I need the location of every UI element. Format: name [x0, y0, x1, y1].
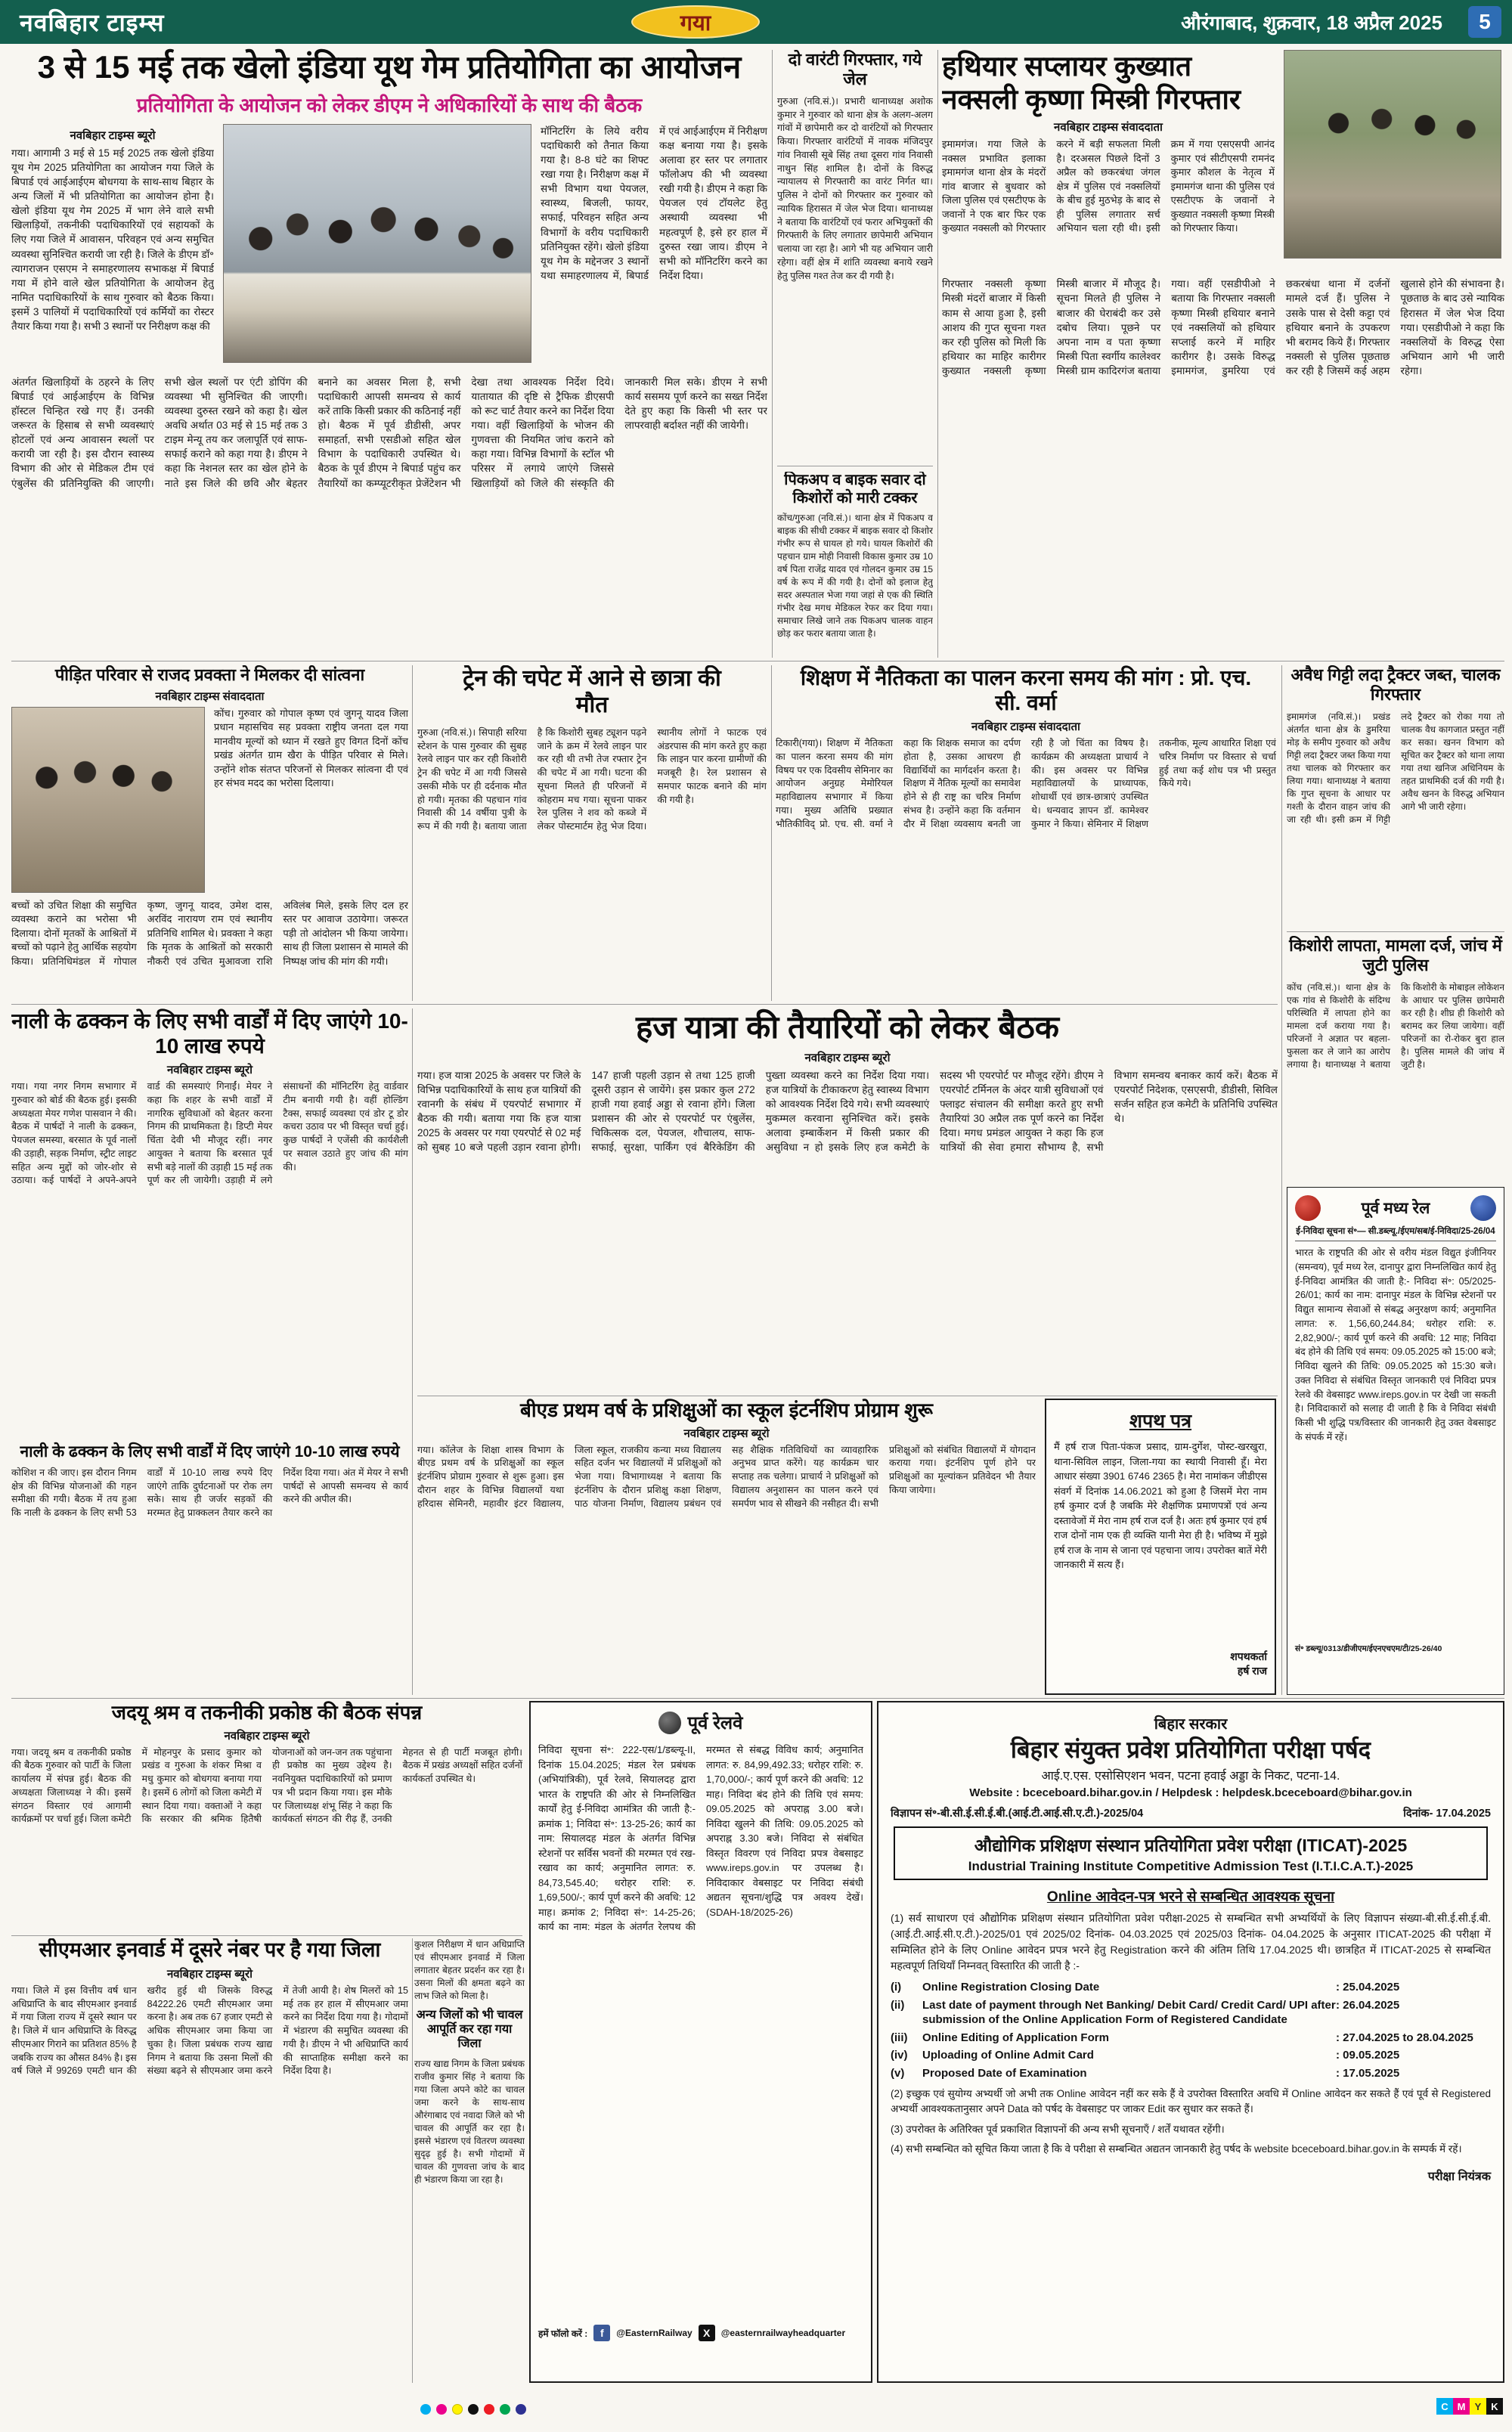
body-text: बच्चों को उचित शिक्षा की समुचित व्यवस्था कराने का भरोसा भी दिलाया। दोनों मृतकों के आश्रितों में बच्चों को पढ़ाने हेतु आर्थिक सहयोग किया। प्रतिनिधिमंडल में गोपाल कृष्ण, जुगनू यादव, उमेश दास, अरविंद नारायण राम एवं स्थानीय प्रतिनिधि शामिल थे। प्रवक्ता ने कहा कि मृतक के आश्रितों को सरकारी नौकरी एवं उचित मुआवजा राशि अविलंब मिले, इसके लिए दल हर स्तर पर आवाज उठायेगा। जरूरत पड़ी तो आंदोलन भी किया जायेगा। साथ ही जिला प्रशासन से मामले की निष्पक्ष जांच की मांग की गयी। — [11, 899, 408, 967]
eastern-header — [538, 1710, 863, 1735]
divider — [937, 50, 938, 658]
inner-subheadline: अन्य जिलों को भी चावल आपूर्ति कर रहा गया जिला — [416, 2009, 523, 2050]
article-kishori-missing — [1287, 936, 1504, 1181]
follow-label: हमें फॉलो करें : — [538, 2328, 588, 2339]
facebook-handle: @EasternRailway — [616, 2328, 692, 2338]
blue-dot — [516, 2404, 526, 2415]
row-number: (i) — [891, 1981, 902, 1994]
ecr-header — [1295, 1195, 1496, 1221]
advertisement-number: विज्ञापन सं॰-बी.सी.ई.सी.ई.बी.(आई.टी.आई.सी.ए.टी.)-2025/04 — [891, 1808, 1144, 1820]
byline: नवबिहार टाइम्स ब्यूरो — [166, 1064, 253, 1077]
row-number: (v) — [891, 2066, 905, 2080]
byline: नवबिहार टाइम्स ब्यूरो — [166, 1967, 253, 1981]
body-text: गया। गया नगर निगम सभागार में गुरुवार को बोर्ड की बैठक हुई। इसकी अध्यक्षता मेयर गणेश पासवान ने की। बैठक में पार्षदों ने नाली के ढक्कन, पेयजल समस्या, बरसात के पूर्व नालों की उड़ाही, सड़क निर्माण, स्ट्रीट लाइट सहित अन्य मुद्दों को जोर-शोर से उठाया। कई पार्षदों ने अपने-अपने वार्ड की समस्याएं गिनाईं। मेयर ने कहा कि शहर के सभी वार्डों में नागरिक सुविधाओं को बेहतर करना निगम की प्राथमिकता है। डिप्टी मेयर चिंता देवी भी मौजूद रहीं। नगर आयुक्त ने बताया कि बरसात पूर्व सभी बड़े नालों की उड़ाही 15 मई तक पूर्ण कर ली जायेगी। उड़ाही में लगे संसाधनों की मॉनिटरिंग हेतु वार्डवार टीम बनायी गयी है। वहीं होल्डिंग टैक्स, सफाई व्यवस्था एवं डोर टू डोर कचरा उठाव पर भी विस्तृत चर्चा हुई। कुछ पार्षदों ने एजेंसी की कार्यशैली पर सवाल उठाते हुए जांच की मांग की। — [11, 1081, 408, 1186]
body-text: कुशल निरीक्षण में धान अधिप्राप्ति एवं सीएमआर इनवार्ड में जिला लगातार बेहतर प्रदर्शन कर रहा है। उसना मिलों की क्षमता बढ़ने का लाभ जिले को मिला है। — [414, 1939, 525, 2002]
tender-ref: ई-निविदा सूचना सं॰— सी.डब्ल्यू./ईएम/सब/ई-निविदा/25-26/04 — [1295, 1225, 1496, 1241]
body-text: मॉनिटरिंग के लिये वरीय पदाधिकारी को तैनात किया गया है। 8-8 घंटे का शिफ्ट रखा गया है। निरीक्षण कक्ष में सभी विभाग यथा पेयजल, स्वास्थ्य, बिजली, फायर, सफाई, परिवहन सहित अन्य विभागों के वरीय पदाधिकारी प्रतिनियुक्त रहेंगे। खेलो इंडिया यूथ गेम के मद्देनजर 3 स्थानों यथा समाहरणालय में, बिपार्ड में एवं आईआईएम में निरीक्षण कक्ष बनाया गया है। इसके अलावा हर स्तर पर लगातार फॉलोअप की भी व्यवस्था रखी गयी है। डीएम ने कहा कि पेयजल एवं टॉयलेट हेतु अस्थायी व्यवस्था भी महत्वपूर्ण है, इसे हर हाल में दुरुस्त रखा जाय। डीएम ने सभी को मॉनिटरिंग करने का निर्देश दिया। — [541, 125, 767, 282]
government-label: बिहार सरकार — [1154, 1716, 1228, 1733]
eastern-railway-tender-box — [529, 1701, 872, 2383]
facebook-icon: f — [593, 2325, 610, 2341]
divider — [412, 1938, 413, 2383]
black-square: K — [1486, 2398, 1503, 2415]
notice-intro: (1) सर्व साधारण एवं औद्योगिक प्रशिक्षण संस्थान प्रतियोगिता प्रवेश परीक्षा-2025 से सम्बन्धित सभी अभ्यर्थियों के लिए विज्ञापन संख्या-बी.सी.ई.सी.ई.बी.(आई.टी.आई.सी.ए.टी.)-2025/01 एवं 2025/02 दिनांक- 04.03.2025 एवं 2025/03 दिनांक- 04.04.2025 के अनुसार ITICAT-2025 की परीक्षा में सम्मिलित होने के लिए Online आवेदन प्रपत्र भरने हेतु Registration करने की अंतिम तिथि 17.04.2025 थी। छात्रहित में ITICAT-2025 से सम्बन्धित महत्वपूर्ण तिथियाँ निम्नवत् विस्तारित की जाती है :- — [891, 1912, 1491, 1972]
byline: नवबिहार टाइम्स ब्यूरो — [683, 1427, 770, 1440]
notice-body: मैं हर्ष राज पिता-पंकज प्रसाद, ग्राम-दुर्गेश, पोस्ट-खरखुरा, थाना-सिविल लाइन, जिला-गया का स्थायी निवासी हूँ। मेरा आधार संख्या 3901 6746 2365 है। मेरा नामांकन जीडीएस संवर्ग में दिनांक 14.06.2021 को हुआ है जिसमें मेरा नाम हर्ष कुमार दर्ज है जबकि मेरे शैक्षणिक प्रमाणपत्रों एवं अन्य दस्तावेजों में मेरा नाम हर्ष राज दर्ज है। अतः हर्ष कुमार एवं हर्ष राज दोनों नाम एक ही व्यक्ति यानी मेरा ही है। भविष्य में मुझे हर्ष राज के नाम से जाना एवं पहचाना जाय। उपरोक्त बातें मेरी जानकारी में सत्य हैं। — [1054, 1441, 1267, 1570]
instagram-handle: @easternrailwayheadquarter — [720, 2328, 846, 2338]
body-text: कोंच (नवि.सं.)। थाना क्षेत्र के एक गांव से किशोरी के संदिग्ध परिस्थिति में लापता होने का मामला दर्ज कराया गया है। परिजनों ने अज्ञात पर बहला-फुसला कर ले जाने का आरोप लगाया है। थानाध्यक्ष ने बताया कि किशोरी के मोबाइल लोकेशन के आधार पर पुलिस छापेमारी कर रही है। शीघ्र ही किशोरी को बरामद कर लिया जायेगा। वहीं परिजनों का रो-रोकर बुरा हाल है। पुलिस मामले की जांच में जुटी है। — [1287, 981, 1504, 1070]
green-dot — [500, 2404, 510, 2415]
article-khelo-india — [11, 48, 767, 659]
headline: शिक्षण में नैतिकता का पालन करना समय की मांग : प्रो. एच. सी. वर्मा — [800, 666, 1252, 715]
subheadline: प्रतियोगिता के आयोजन को लेकर डीएम ने अधिकारियों के साथ की बैठक — [136, 93, 643, 116]
headline: दो वारंटी गिरफ्तार, गये जेल — [788, 50, 922, 88]
magenta-square: M — [1453, 2398, 1470, 2415]
divider — [11, 1698, 1504, 1699]
article-top-row — [942, 50, 1504, 268]
arrest-photo — [1284, 50, 1501, 259]
article-top-row — [11, 124, 767, 367]
cmyk-block — [1436, 2398, 1503, 2415]
body-text: गिरफ्तार नक्सली कृष्णा मिस्त्री मंदरों बाजार में किसी काम से आया हुआ है, इसी आशय की गुप्त सूचना गश्त कर रही पुलिस को मिली कि हथियार का माहिर कारीगर कुख्यात नक्सली कृष्णा मिस्त्री बाजार में मौजूद है। सूचना मिलते ही पुलिस ने बाजार की घेराबंदी कर उसे दबोच लिया। पूछने पर अपना नाम व पता कृष्णा मिस्त्री पिता स्वर्गीय कालेश्वर मिस्त्री ग्राम कादिरगंज बताया गया। वहीं एसडीपीओ ने बताया कि गिरफ्तार नक्सली कृष्णा मिस्त्री हथियार बनाने एवं नक्सलियों को हथियार सप्लाई करने में माहिर कारीगर है। उसके विरुद्ध इमामगंज, डुमरिया एवं छकरबंधा थाना में दर्जनों मामले दर्ज हैं। पुलिस ने उसके पास से देसी कट्टा एवं हथियार बनाने के उपकरण भी बरामद किये हैं। गिरफ्तार नक्सली से पुलिस पूछताछ कर रही है जिसमें कई अहम खुलासे होने की संभावना है। पूछताछ के बाद उसे न्यायिक हिरासत में जेल भेज दिया गया। एसडीपीओ ने कहा कि नक्सलियों के विरुद्ध ऐसा अभियान आगे भी जारी रहेगा। — [942, 278, 1504, 377]
article-top-row — [11, 707, 408, 893]
table-row — [891, 1980, 1491, 1995]
byline: नवबिहार टाइम्स संवाददाता — [971, 720, 1080, 734]
railway-logo-icon — [1295, 1195, 1321, 1221]
notice-note: (3) उपरोक्त के अतिरिक्त पूर्व प्रकाशित विज्ञापनों की अन्य सभी सूचनाएँ / शर्तें यथावत रहेंगी। — [891, 2123, 1225, 2135]
body-text: गया। जदयू श्रम व तकनीकी प्रकोष्ठ की बैठक गुरुवार को पार्टी के जिला कार्यालय में संपन्न हुई। बैठक की अध्यक्षता जिलाध्यक्ष ने की। इसमें संगठन विस्तार एवं आगामी कार्यक्रमों पर चर्चा हुई। जिला कमेटी में मोहनपुर के प्रसाद कुमार को प्रखंड व गुरुआ के शंकर मिश्रा व मधु कुमार को बोधगया बनाया गया है। इसमें 6 लोगों को जिला कमेटी में स्थान दिया गया। वक्ताओं ने कहा कि सरकार की श्रमिक हितैषी योजनाओं को जन-जन तक पहुंचाना ही प्रकोष्ठ का मुख्य उद्देश्य है। नवनियुक्त पदाधिकारियों को प्रमाण पत्र भी प्रदान किया गया। इस मौके पर जिलाध्यक्ष शंभू सिंह ने कहा कि कार्यकर्ता संगठन की रीढ़ हैं, उनकी मेहनत से ही पार्टी मजबूत होगी। बैठक में प्रखंड अध्यक्षों सहित दर्जनों कार्यकर्ता उपस्थित थे। — [11, 1746, 522, 1825]
row-date: : 26.04.2025 — [1336, 1998, 1400, 2012]
body-text: गया। आगामी 3 मई से 15 मई 2025 तक खेलो इंडिया यूथ गेम 2025 प्रतियोगिता का आयोजन गया जिले के बिपार्ड एवं आईआईएम बोधगया के साथ-साथ बिहार के अन्य जिलों में भी प्रतियोगिता का आयोजन होना है। खेलो इंडिया यूथ गेम 2025 में भाग लेने वाले सभी खिलाड़ियों, तकनीकी पदाधिकारियों एवं सहायकों के लिए गया जिले में आवासन, परिवहन एवं अन्य समुचित व्यवस्था सुनिश्चित करायी जा रही है। जिले के डीएम डॉ॰ त्यागराजन एसएम ने समाहरणालय सभाकक्ष में बिपार्ड गया में होने वाले खेल प्रतियोगिता के आयोजन हेतु नामित पदाधिकारियों के साथ गुरुवार को बैठक किया। इसमें 3 पालियों में पदाधिकारियों एवं कर्मियों का रोस्टर तैयार किया गया है। सभी 3 स्थानों पर निरीक्षण कक्ष की — [11, 147, 214, 333]
article-rjd-condolence — [11, 665, 408, 1001]
registration-marks — [420, 2404, 526, 2415]
article-two-warrantees — [777, 50, 933, 464]
headline: बीएड प्रथम वर्ष के प्रशिक्षुओं का स्कूल इंटर्नशिप प्रोग्राम शुरू — [520, 1399, 933, 1421]
tender-footer-ref: सं॰ डब्ल्यू/0313/डीजीएम/ईएनएचएम/टी/25-26/40 — [1295, 1644, 1442, 1653]
board-name: बिहार संयुक्त प्रवेश प्रतियोगिता परीक्षा पर्षद — [1010, 1736, 1371, 1763]
red-dot — [484, 2404, 494, 2415]
row-label: Last date of payment through Net Banking/ Debit Card/ Credit Card/ UPI after submission of the Online Application Form of Registered Candidate — [922, 1998, 1336, 2026]
exam-title-hindi: औद्योगिक प्रशिक्षण संस्थान प्रतियोगिता प्रवेश परीक्षा (ITICAT)-2025 — [974, 1836, 1408, 1855]
article-jdu-meeting — [11, 1701, 522, 1934]
body-text: गया। हज यात्रा 2025 के अवसर पर जिले के विभिन्न पदाधिकारियों के साथ हज यात्रियों की रवानगी के संबंध में एयरपोर्ट सभागार में बैठक की गयी। बताया गया कि हज यात्रा 2025 के अवसर पर गया एयरपोर्ट से 02 मई को सुबह 10 बजे पहली उड़ान रवाना होगी। 147 हाजी पहली उड़ान से तथा 125 हाजी दूसरी उड़ान से जायेंगे। इस प्रकार कुल 272 हाजी गया हवाई अड्डा से रवाना होंगे। जिला प्रशासन की ओर से एयरपोर्ट पर एंबुलेंस, चिकित्सक दल, पेयजल, शौचालय, साफ-सफाई, सुरक्षा, पार्किंग एवं बैरिकेडिंग की पुख्ता व्यवस्था करने का निर्देश दिया गया। हज यात्रियों के टीकाकरण हेतु स्वास्थ्य विभाग को आवश्यक निर्देश दिये गये। सभी व्यवस्थाएं मुकम्मल करवाना सुनिश्चित करें। इसके अलावा इम्बार्केशन में किसी प्रकार की असुविधा न हो इसके लिए हज कमेटी के सदस्य भी एयरपोर्ट पर मौजूद रहेंगे। डीएम ने एयरपोर्ट टर्मिनल के अंदर यात्री सुविधाओं एवं फ्लाइट संचालन की समीक्षा करते हुए सभी तैयारियां 30 अप्रैल तक पूर्ण करने का निर्देश दिया। मगध प्रमंडल आयुक्त ने कहा कि हज यात्रियों की सेवा हमारा सौभाग्य है, सभी विभाग समन्वय बनाकर कार्य करें। बैठक में एयरपोर्ट निदेशक, एसएसपी, डीडीसी, सिविल सर्जन सहित हज कमेटी के प्रतिनिधि उपस्थित थे। — [417, 1069, 1278, 1154]
headline: जदयू श्रम व तकनीकी प्रकोष्ठ की बैठक संपन्न — [111, 1701, 423, 1724]
page-number-badge: 5 — [1468, 6, 1501, 38]
article-train-death — [417, 665, 767, 1001]
article-gitti-tractor — [1287, 665, 1504, 928]
ecr-tender-box — [1287, 1187, 1504, 1695]
headline: हज यात्रा की तैयारियों को लेकर बैठक — [635, 1009, 1060, 1045]
divider — [1287, 931, 1504, 932]
website-line: Website : bceceboard.bihar.gov.in / Helpdesk : helpdesk.bceceboard@bihar.gov.in — [969, 1786, 1412, 1799]
body-text: इमामगंज। गया जिले के नक्सल प्रभावित इलाका इमामगंज थाना क्षेत्र के मंदरों गांव बाजार से बुधवार को जिला पुलिस एवं एसटीएफ के जवानों ने एक बार फिर एक कुख्यात नक्सली को गिरफ्तार करने में बड़ी सफलता मिली है। दरअसल पिछले दिनों 3 अप्रैल को छकरबंधा जंगल क्षेत्र में पुलिस एवं नक्सलियों के बीच हुई मुठभेड़ के बाद से ही पुलिस लगातार सर्च अभियान चला रही थी। इसी क्रम में गया एसएसपी आनंद कुमार एवं सीटीएसपी रामनंद कुमार कौशल के नेतृत्व में इमामगंज थाना की पुलिस एवं एसटीएफ के जवानों ने कुख्यात नक्सली कृष्णा मिस्त्री को गिरफ्तार किया। — [942, 138, 1275, 234]
divider — [771, 665, 772, 1001]
exam-title-box — [894, 1826, 1488, 1880]
article-bed-internship — [417, 1399, 1036, 1695]
headline: किशोरी लापता, मामला दर्ज, जांच में जुटी पुलिस — [1289, 936, 1502, 974]
affidavit-notice-box — [1045, 1399, 1276, 1695]
byline: नवबिहार टाइम्स ब्यूरो — [224, 1729, 310, 1743]
signoff-role: शपथकर्ता — [1230, 1650, 1267, 1662]
notice-note: (4) सभी सम्बन्धित को सूचित किया जाता है कि वे परीक्षा से सम्बन्धित अद्यतन जानकारी हेतु पर्षद के website bceceboard.bihar.gov.in के सम्पर्क में रहें। — [891, 2142, 1462, 2155]
body-text: कोंच। गुरुवार को गोपाल कृष्ण एवं जुगनू यादव जिला प्रधान महासचिव सह प्रवक्ता राष्ट्रीय जनता दल गया मानवीय मूल्यों को ध्यान में रखते हुए विगत दिनों कोंच प्रखंड अंतर्गत ग्राम खैरा के पीड़ित परिवार से मिले। उन्होंने शोक संतप्त परिजनों से मिलकर सांत्वना दी एवं हर संभव मदद का भरोसा दिलाया। — [214, 707, 408, 789]
headline: पीड़ित परिवार से राजद प्रवक्ता ने मिलकर दी सांत्वना — [54, 665, 365, 684]
article-naxal-arrest — [942, 50, 1504, 658]
article-cmr-continuation — [414, 1938, 525, 2383]
board-address: आई.ए.एस. एसोसिएशन भवन, पटना हवाई अड्डा के निकट, पटना-14. — [1041, 1770, 1340, 1783]
railway-logo-icon — [658, 1712, 681, 1734]
article-cmr-rank — [11, 1938, 408, 2383]
advertisement-line — [891, 1805, 1491, 1820]
divider — [1281, 665, 1282, 1695]
dates-table — [891, 1980, 1491, 2080]
row-label: Online Registration Closing Date — [922, 1981, 1100, 1994]
article-haj-meeting — [417, 1008, 1278, 1393]
divider — [11, 1004, 1278, 1005]
row-label: Online Editing of Application Form — [922, 2031, 1109, 2044]
divider — [412, 665, 413, 1001]
cyan-dot — [420, 2404, 431, 2415]
condolence-photo — [11, 707, 205, 893]
divider — [412, 1008, 413, 1695]
body-text: टिकारी(गया)। शिक्षण में नैतिकता का पालन करना समय की मांग विषय पर एक दिवसीय सेमिनार का आयोजन अनुग्रह मेमोरियल महाविद्यालय सभागार में किया गया। मुख्य अतिथि प्रख्यात भौतिकीविद् प्रो. एच. सी. वर्मा ने कहा कि शिक्षक समाज का दर्पण होता है, उसका आचरण ही विद्यार्थियों का मार्गदर्शन करता है। शिक्षण में नैतिक मूल्यों का समावेश होने से ही राष्ट्र का चरित्र निर्माण संभव है। उन्होंने कहा कि वर्तमान दौर में शिक्षा व्यवसाय बनती जा रही है जो चिंता का विषय है। कार्यक्रम की अध्यक्षता प्राचार्य ने की। इस अवसर पर विभिन्न महाविद्यालयों के प्राध्यापक, शोधार्थी एवं छात्र-छात्राएं उपस्थित थे। धन्यवाद ज्ञापन डॉ. कामेश्वर कुमार ने किया। सेमिनार में शिक्षण तकनीक, मूल्य आधारित शिक्षा एवं चरित्र निर्माण पर विस्तार से चर्चा हुई तथा कई शोध पत्र भी प्रस्तुत किये गये। — [776, 738, 1276, 829]
article-pickup-accident — [777, 472, 933, 658]
article-ethics-seminar — [776, 665, 1276, 1001]
headline: सीएमआर इनवार्ड में दूसरे नंबर पर है गया जिला — [39, 1938, 381, 1961]
meeting-photo — [223, 124, 531, 363]
edition-badge: गया — [631, 5, 760, 39]
notice-body: निविदा सूचना सं॰: 222-एस/1/डब्ल्यू-II, दिनांक 15.04.2025; मंडल रेल प्रबंधक (अभियांत्रिकी), पूर्व रेलवे, सियालदह द्वारा भारत के राष्ट्रपति की ओर से निम्नलिखित कार्यों हेतु ई-निविदा आमंत्रित की जाती है:- क्रमांक 1; निविदा सं॰: 13-25-26; कार्य का नाम: सियालदह मंडल के अंतर्गत विभिन्न स्टेशनों पर सर्विस भवनों की मरम्मत एवं रख-रखाव का कार्य; अनुमानित लागत: रु. 84,73,545.40; धरोहर राशि: रु. 1,69,500/-; कार्य पूर्ण करने की अवधि: 12 माह। क्रमांक 2; निविदा सं॰: 14-25-26; कार्य का नाम: मंडल के अंतर्गत रेलपथ की मरम्मत से संबद्ध विविध कार्य; अनुमानित लागत: रु. 84,99,492.33; धरोहर राशि: रु. 1,70,000/-; कार्य पूर्ण करने की अवधि: 12 माह। निविदा बंद होने की तिथि एवं समय: 09.05.2025 को अपराह्न 3.00 बजे। निविदा खुलने की तिथि: 09.05.2025 को अपराह्न 3.30 बजे। निविदा से संबंधित विस्तृत विवरण एवं निविदा प्रपत्र वेबसाइट www.ireps.gov.in पर उपलब्ध है। निविदाकार वेबसाइट पर निविदा संबंधी अद्यतन सूचना/शुद्धि पत्र अवश्य देखें। (SDAH-18/2025-26) — [538, 1744, 863, 1932]
byline: नवबिहार टाइम्स संवाददाता — [155, 689, 265, 703]
social-row — [538, 2325, 863, 2341]
headline: 3 से 15 मई तक खेलो इंडिया यूथ गेम प्रतियोगिता का आयोजन — [37, 49, 742, 85]
headline: नाली के ढक्कन के लिए सभी वार्डों में दिए जाएंगे 10-10 लाख रुपये — [11, 1009, 408, 1058]
body-text: अंतर्गत खिलाड़ियों के ठहरने के लिए बिपार्ड एवं आईआईएम के विभिन्न हॉस्टल चिन्हित रखे गए हैं। उनकी जरूरत के हिसाब से सभी व्यवस्थाएं होटलों एवं अन्य आवासन स्थलों पर करायी जा रही है। इस दौरान स्वास्थ्य विभाग की ओर से मेडिकल टीम एवं एंबुलेंस की प्रतिनियुक्ति की जाएगी। सभी खेल स्थलों पर एंटी डोपिंग की व्यवस्था भी सुनिश्चित की जाएगी। व्यवस्था दुरुस्त रखने को कहा है। खेल अवधि अर्थात 03 मई से 15 मई तक 3 टाइम मेन्यू तय कर जलापूर्ति एवं साफ-सफाई कराने को कहा गया है। डीएम ने कहा कि नेशनल स्तर का खेल होने के नाते इस जिले की छवि और बेहतर बनाने का अवसर मिला है, सभी पदाधिकारी आपसी समन्वय से कार्य करें ताकि किसी प्रकार की कठिनाई नहीं हो। बैठक में पूर्व डीडीसी, अपर समाहर्ता, सभी एसडीओ सहित खेल विभाग के पदाधिकारी उपस्थित थे। बैठक के पूर्व डीएम ने बिपार्ड पहुंच कर तैयारियों का कम्प्यूटरीकृत प्रेजेंटेशन भी देखा तथा आवश्यक निर्देश दिये। यातायात की दृष्टि से ट्रैफिक डीएसपी को रूट चार्ट तैयार करने का निर्देश दिया गया। वहीं खिलाड़ियों के भोजन की गुणवत्ता की नियमित जांच कराने को कहा गया। विभिन्न विभागों के स्टॉल भी परिसर में लगाये जाएंगे जिससे खिलाड़ियों को जिले की संस्कृति की जानकारी मिल सके। डीएम ने सभी कार्य ससमय पूर्ण करने का सख्त निर्देश देते हुए कहा कि किसी भी स्तर पर लापरवाही बर्दाश्त नहीं की जायेगी। — [11, 376, 767, 489]
body-text: गुरुआ (नवि.सं.)। सिपाही सरिया स्टेशन के पास गुरुवार की सुबह रेलवे लाइन पार कर रही किशोरी ट्रेन की चपेट में आ गयी जिससे उसकी मौके पर ही दर्दनाक मौत हो गयी। मृतका की पहचान गांव निवासी की 14 वर्षीया पुत्री के रूप में की गयी है। बताया जाता है कि किशोरी सुबह ट्यूशन पढ़ने जाने के क्रम में रेलवे लाइन पार कर रही थी तभी तेज रफ्तार ट्रेन की चपेट में आ गयी। घटना की सूचना मिलते ही परिजनों में कोहराम मच गया। सूचना पाकर रेल पुलिस ने शव को कब्जे में लेकर पोस्टमार्टम हेतु भेज दिया। स्थानीय लोगों ने फाटक एवं अंडरपास की मांग करते हुए कहा कि लाइन पार करना ग्रामीणों की मजबूरी है। रेल प्रशासन से समपार फाटक बनाने की मांग की गयी है। — [417, 727, 767, 832]
controller-signature: परीक्षा नियंत्रक — [1427, 2170, 1491, 2183]
magenta-dot — [436, 2404, 447, 2415]
edition-dateline: औरंगाबाद, शुक्रवार, 18 अप्रैल 2025 — [1181, 11, 1442, 34]
twitter-icon: X — [699, 2325, 715, 2341]
row-number: (iii) — [891, 2031, 908, 2044]
masthead-title: नवबिहार टाइम्स — [20, 8, 165, 36]
divider — [772, 50, 773, 658]
row-label: Proposed Date of Examination — [922, 2066, 1087, 2080]
notice-title: पूर्व मध्य रेल — [1361, 1200, 1430, 1217]
black-dot — [468, 2404, 479, 2415]
iticat-notice-box — [877, 1701, 1504, 2383]
body-text: कोंच/गुरुआ (नवि.सं.)। थाना क्षेत्र में पिकअप व बाइक की सीधी टक्कर में बाइक सवार दो किशोर गंभीर रूप से घायल हो गये। घायल किशोरों की पहचान ग्राम मोही निवासी विकास कुमार उम्र 10 वर्ष पिता राजेंद्र यादव एवं गोलदन कुमार उम्र 15 वर्ष के रूप में की गयी है। दोनों को इलाज हेतु सदर अस्पताल भेजा गया जहां से एक की स्थिति गंभीर देख मगध मेडिकल रेफर कर दिया गया। समाचार लिखे जाने तक पिकअप चालक वाहन छोड़ कर फरार बताया जाता है। — [777, 513, 933, 640]
notice-title: शपथ पत्र — [1129, 1411, 1192, 1432]
body-text: गया। जिले में इस वित्तीय वर्ष धान अधिप्राप्ति के बाद सीएमआर इनवार्ड में गया जिला राज्य में दूसरे स्थान पर है। जिले में धान अधिप्राप्ति के विरुद्ध सीएमआर गिराने का प्रतिशत 85% है जबकि राज्य का औसत 84% है। इस वर्ष जिले में 99269 एमटी धान की खरीद हुई थी जिसके विरुद्ध 84222.26 एमटी सीएमआर जमा करना है। अब तक 67 हजार एमटी से अधिक सीएमआर जमा किया जा चुका है। जिला प्रबंधक राज्य खाद्य निगम ने बताया कि उसना मिलों की संख्या बढ़ने से सीएमआर जमा करने में तेजी आयी है। शेष मिलरों को 15 मई तक हर हाल में सीएमआर जमा करने का निर्देश दिया गया है। गोदामों में भंडारण की समुचित व्यवस्था की गयी है। डीएम ने भी अधिप्राप्ति कार्य की साप्ताहिक समीक्षा करने का निर्देश दिया है। — [11, 1984, 408, 2077]
yellow-dot — [452, 2404, 463, 2415]
row-number: (ii) — [891, 1998, 905, 2012]
row-date: : 17.05.2025 — [1336, 2066, 1400, 2080]
headline: पिकअप व बाइक सवार दो किशोरों को मारी टक्कर — [784, 472, 926, 507]
body-text: राज्य खाद्य निगम के जिला प्रबंधक राजीव कुमार सिंह ने बताया कि गया जिला अपने कोटे का चावल जमा करने के साथ-साथ औरंगाबाद एवं नवादा जिले को भी चावल की आपूर्ति कर रहा है। इससे भंडारण एवं वितरण व्यवस्था सुदृढ़ हुई है। सभी गोदामों में चावल की गुणवत्ता जांच के बाद ही भंडारण किया जा रहा है। — [414, 2058, 525, 2186]
emblem-icon — [1470, 1195, 1496, 1221]
inner-subheadline: नाली के ढक्कन के लिए सभी वार्डों में दिए जाएंगे 10-10 लाख रुपये — [20, 1443, 400, 1461]
body-text: कोशिश न की जाए। इस दौरान निगम क्षेत्र की विभिन्न योजनाओं की गहन समीक्षा की गयी। बैठक में तय हुआ कि नाली के ढक्कन के लिए सभी 53 वार्डों में 10-10 लाख रुपये दिए जाएंगे ताकि दुर्घटनाओं पर रोक लग सके। साथ ही जर्जर सड़कों की मरम्मत हेतु प्राक्कलन तैयार करने का निर्देश दिया गया। अंत में मेयर ने सभी पार्षदों से आपसी समन्वय से कार्य करने की अपील की। — [11, 1467, 408, 1519]
row-number: (iv) — [891, 2049, 908, 2062]
exam-title-english: Industrial Training Institute Competitive Admission Test (I.T.I.C.A.T.)-2025 — [968, 1859, 1414, 1873]
cyan-square: C — [1436, 2398, 1453, 2415]
masthead-bar — [0, 0, 1512, 44]
headline: ट्रेन की चपेट में आने से छात्रा की मौत — [463, 666, 721, 718]
notice-heading: Online आवेदन-पत्र भरने से सम्बन्धित आवश्यक सूचना — [1046, 1889, 1335, 1905]
notice-title: पूर्व रेलवे — [687, 1713, 743, 1733]
row-label: Uploading of Online Admit Card — [922, 2049, 1094, 2062]
notice-body: भारत के राष्ट्रपति की ओर से वरीय मंडल विद्युत इंजीनियर (समन्वय), पूर्व मध्य रेल, दानापुर द्वारा निम्नलिखित कार्य हेतु ई-निविदा आमंत्रित की जाती है:- निविदा सं॰: 05/2025-26/01; कार्य का नाम: दानापुर मंडल के विभिन्न स्टेशनों पर विद्युत सामान्य सेवाओं से संबद्ध अनुरक्षण कार्य; अनुमानित लागत: रु. 1,56,60,244.84; धरोहर राशि: रु. 2,82,900/-; कार्य पूर्ण करने की अवधि: 12 माह; निविदा बंद होने की तिथि एवं समय: 09.05.2025 को 15:00 बजे; निविदा खुलने की तिथि: 09.05.2025 को 15:30 बजे। उक्त निविदा से संबंधित विस्तृत जानकारी एवं निविदा प्रपत्र रेलवे की वेबसाइट www.ireps.gov.in पर देखी जा सकती है। निविदाकारों को सलाह दी जाती है कि वे निविदा संबंधी किसी भी शुद्धि पत्र/विस्तार की जानकारी हेतु उक्त वेबसाइट के संपर्क में रहें। — [1295, 1247, 1496, 1442]
byline: नवबिहार टाइम्स संवाददाता — [1054, 121, 1163, 135]
headline: अवैध गिट्टी लदा ट्रैक्टर जब्त, चालक गिरफ्तार — [1290, 665, 1501, 704]
body-text: गया। कॉलेज के शिक्षा शास्त्र विभाग के बीएड प्रथम वर्ष के प्रशिक्षुओं का स्कूल इंटर्नशिप प्रोग्राम गुरुवार से शुरू हुआ। इस दौरान शहर के विभिन्न विद्यालयों यथा हरिदास सेमिनरी, महावीर इंटर विद्यालय, जिला स्कूल, राजकीय कन्या मध्य विद्यालय सहित दर्जन भर विद्यालयों में प्रशिक्षुओं को भेजा गया। विभागाध्यक्ष ने बताया कि इंटर्नशिप के दौरान प्रशिक्षु कक्षा शिक्षण, पाठ योजना निर्माण, विद्यालय प्रबंधन एवं सह शैक्षिक गतिविधियों का व्यावहारिक अनुभव प्राप्त करेंगे। यह कार्यक्रम चार सप्ताह तक चलेगा। प्राचार्य ने प्रशिक्षुओं को विद्यालय अनुशासन का पालन करने एवं समर्पण भाव से सीखने की नसीहत दी। सभी प्रशिक्षुओं को संबंधित विद्यालयों में योगदान कराया गया। इंटर्नशिप पूर्ण होने पर प्रशिक्षुओं का मूल्यांकन प्रतिवेदन भी तैयार किया जायेगा। — [417, 1444, 1036, 1509]
table-row — [891, 2031, 1491, 2046]
body-text: गुरुआ (नवि.सं.)। प्रभारी थानाध्यक्ष अशोक कुमार ने गुरुवार को थाना क्षेत्र के अलग-अलग गांवों में छापेमारी कर दो वारंटियों को गिरफ्तार किया। गिरफ्तार वारंटियों में नावक मंजिदपुर गांव निवासी सूबे सिंह तथा दूसरा गांव निवासी नाथुन सिंह शामिल है। दोनों के विरुद्ध न्यायालय से गिरफ्तारी का वारंट निर्गत था। पुलिस ने दोनों को गिरफ्तार कर गुरुवार को न्यायिक हिरासत में जेल भेज दिया। थानाध्यक्ष ने बताया कि वारंटियों एवं फरार अभियुक्तों की गिरफ्तारी के लिए लगातार छापेमारी अभियान चलाया जा रहा है। आगे भी यह अभियान जारी रहेगा। वहीं क्षेत्र में शांति व्यवस्था बनाये रखने हेतु पुलिस गश्त तेज कर दी गयी है। — [777, 95, 933, 281]
row-date: : 27.04.2025 to 28.04.2025 — [1336, 2031, 1473, 2044]
table-row — [891, 1998, 1491, 2028]
headline: हथियार सप्लायर कुख्यात नक्सली कृष्णा मिस्त्री गिरफ्तार — [942, 51, 1241, 115]
divider — [11, 1935, 522, 1936]
body-text: इमामगंज (नवि.सं.)। प्रखंड अंतर्गत थाना क्षेत्र के डुमरिया मोड़ के समीप गुरुवार को अवैध गिट्टी लदा ट्रैक्टर जब्त किया गया तथा चालक को गिरफ्तार कर लिया गया। थानाध्यक्ष ने बताया कि गुप्त सूचना के आधार पर गश्ती के दौरान वाहन जांच की जा रही थी। इसी क्रम में गिट्टी लदे ट्रैक्टर को रोका गया तो चालक वैध कागजात प्रस्तुत नहीं कर सका। खनन विभाग को सूचित कर ट्रैक्टर को थाना लाया गया तथा खनिज अधिनियम के तहत प्राथमिकी दर्ज की गयी है। अवैध खनन के विरुद्ध अभियान आगे भी जारी रहेगा। — [1287, 711, 1504, 826]
advertisement-date: दिनांक- 17.04.2025 — [1403, 1808, 1491, 1820]
row-date: : 09.05.2025 — [1336, 2049, 1400, 2062]
yellow-square: Y — [1470, 2398, 1486, 2415]
notice-note: (2) इच्छुक एवं सुयोग्य अभ्यर्थी जो अभी तक Online आवेदन नहीं कर सके हैं वे उपरोक्त विस्तारित अवधि में Online आवेदन कर सकते हैं एवं पूर्व से Registered अभ्यर्थी आवश्यकतानुसार अपने Data को पर्षद के वेबसाइट पर जाकर Edit कर सुधार कर सकते हैं। — [891, 2088, 1491, 2115]
table-row — [891, 2048, 1491, 2063]
article-nagar-nigam — [11, 1008, 408, 1695]
signoff-name: हर्ष राज — [1237, 1665, 1267, 1677]
byline: नवबिहार टाइम्स ब्यूरो — [804, 1051, 891, 1064]
row-date: : 25.04.2025 — [1336, 1981, 1400, 1994]
byline: नवबिहार टाइम्स ब्यूरो — [70, 129, 156, 142]
table-row — [891, 2066, 1491, 2081]
